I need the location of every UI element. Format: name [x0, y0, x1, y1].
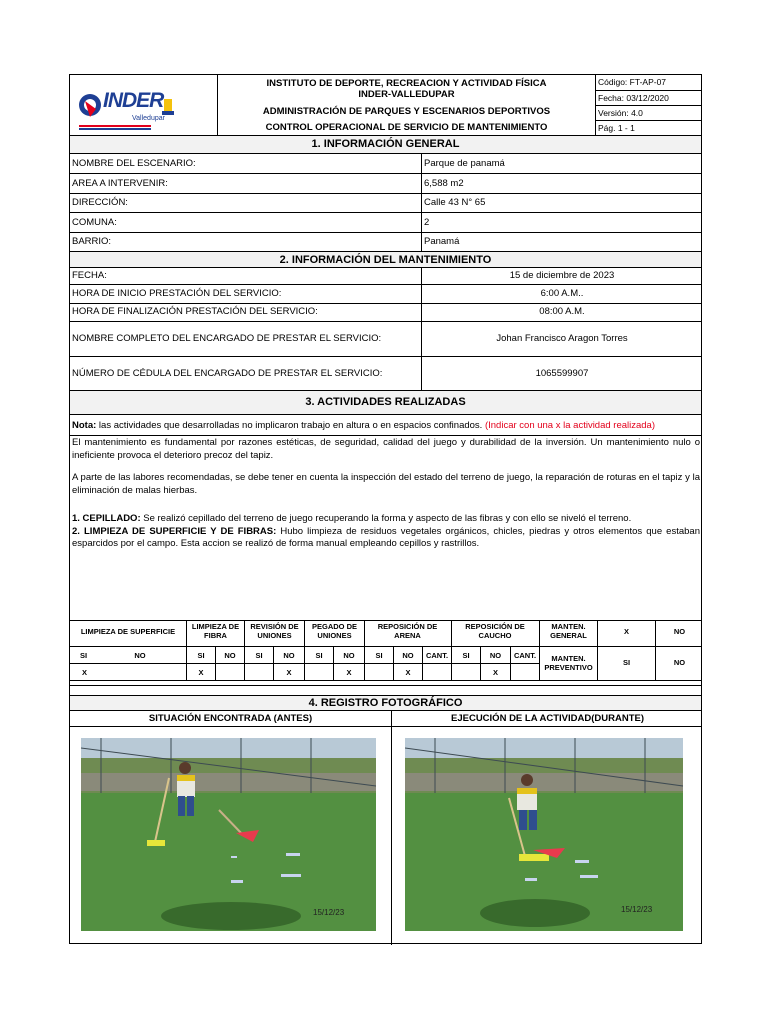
no-3: NO — [283, 651, 295, 660]
cant-5: CANT. — [425, 651, 449, 660]
mark-revision-uniones: X — [286, 668, 292, 677]
barrio-label: BARRIO: — [72, 236, 112, 247]
inicio-label: HORA DE INICIO PRESTACIÓN DEL SERVICIO: — [72, 288, 282, 299]
right-caption: EJECUCIÓN DE LA ACTIVIDAD(DURANTE) — [451, 713, 644, 724]
section3-title: 3. ACTIVIDADES REALIZADAS — [70, 391, 701, 414]
area-value: 6,588 m2 — [424, 178, 464, 189]
escenario-label: NOMBRE DEL ESCENARIO: — [72, 158, 196, 169]
mark-limpieza-fibra: X — [198, 668, 204, 677]
th-pegado-uniones: PEGADO DE UNIONES — [311, 622, 357, 640]
mark-reposicion-caucho: X — [492, 668, 498, 677]
cedula-value: 1065599907 — [535, 368, 589, 379]
item2-label: 2. LIMPIEZA DE SUPERFICIE Y DE FIBRAS: — [72, 525, 277, 537]
cant-6: CANT. — [513, 651, 537, 660]
header-fecha: Fecha: 03/12/2020 — [598, 93, 669, 103]
si-2: SI — [197, 651, 205, 660]
section4-title: 4. REGISTRO FOTOGRÁFICO — [70, 696, 701, 710]
si-6: SI — [462, 651, 470, 660]
photo-during-image — [405, 738, 683, 931]
note-text: las actividades que desarrolladas no implicaron trabajo en altura o en espacios confinados. — [96, 420, 485, 431]
header-line2: INDER-VALLEDUPAR — [358, 89, 455, 100]
logo-subtext: Valledupar — [132, 115, 165, 122]
header-codigo: Código: FT-AP-07 — [598, 77, 667, 87]
th-x: X — [623, 627, 629, 636]
prev-no: NO — [673, 658, 686, 667]
barrio-value: Panamá — [424, 236, 460, 247]
si-3: SI — [255, 651, 263, 660]
th-limpieza-superficie: LIMPIEZA DE SUPERFICIE — [80, 627, 176, 636]
logo-text: INDER — [103, 89, 164, 112]
manten-preventivo: MANTEN. PREVENTIVO — [544, 654, 593, 672]
direccion-value: Calle 43 N° 65 — [424, 197, 486, 208]
no-5: NO — [402, 651, 414, 660]
comuna-label: COMUNA: — [72, 217, 117, 228]
para1: El mantenimiento es fundamental por razones estéticas, de seguridad, calidad del juego y durabilidad de la inversión. Un mantenimiento nulo o ineficiente provoca el deterioro precoz del tapiz. — [72, 437, 700, 461]
photo-before-image — [81, 738, 376, 931]
si-4: SI — [315, 651, 323, 660]
prev-si: SI — [622, 658, 631, 667]
th-manten-general: MANTEN. GENERAL — [550, 622, 587, 640]
no-4: NO — [343, 651, 355, 660]
photo-before — [81, 738, 376, 931]
th-limpieza-fibra: LIMPIEZA DE FIBRA — [191, 622, 240, 640]
photo-during-stamp: 15/12/23 — [621, 905, 653, 914]
cedula-label: NÚMERO DE CÉDULA DEL ENCARGADO DE PRESTAR EL SERVICIO: — [72, 368, 383, 379]
mark-reposicion-arena: X — [405, 668, 411, 677]
no-1b: NO — [134, 651, 146, 660]
section1-title: 1. INFORMACIÓN GENERAL — [70, 136, 701, 153]
encargado-value: Johan Francisco Aragon Torres — [496, 333, 628, 344]
header-line3: ADMINISTRACIÓN DE PARQUES Y ESCENARIOS DEPORTIVOS — [262, 106, 551, 117]
photo-before-stamp: 15/12/23 — [313, 908, 345, 917]
item1-label: 1. CEPILLADO: — [72, 513, 141, 524]
th-reposicion-caucho: REPOSICIÓN DE CAUCHO — [465, 622, 525, 640]
si-5: SI — [375, 651, 383, 660]
direccion-label: DIRECCIÓN: — [72, 197, 128, 208]
para2: A parte de las labores recomendadas, se debe tener en cuenta la inspección del estado del terreno de juego, la reparación de roturas en el tapiz y la eliminación de malas hierbas. — [72, 472, 700, 496]
area-label: AREA A INTERVENIR: — [72, 178, 168, 189]
fecha-value: 15 de diciembre de 2023 — [509, 270, 615, 281]
no-2: NO — [224, 651, 236, 660]
si-1: SI — [80, 651, 88, 660]
th-revision-uniones: REVISIÓN DE UNIONES — [250, 622, 299, 640]
fin-label: HORA DE FINALIZACIÓN PRESTACIÓN DEL SERVICIO: — [72, 306, 318, 317]
inicio-value: 6:00 A.M.. — [540, 288, 584, 299]
header-line4: CONTROL OPERACIONAL DE SERVICIO DE MANTENIMIENTO — [265, 122, 548, 133]
mark-limpieza-superficie: X — [82, 668, 88, 677]
left-caption: SITUACIÓN ENCONTRADA (ANTES) — [148, 713, 313, 724]
note-red: (Indicar con una x la actividad realizada) — [484, 420, 656, 431]
fecha-label: FECHA: — [72, 270, 107, 281]
photo-during — [405, 738, 683, 931]
header-line1: INSTITUTO DE DEPORTE, RECREACION Y ACTIVIDAD FÍSICA — [266, 78, 547, 89]
fin-value: 08:00 A.M. — [539, 306, 585, 317]
escenario-value: Parque de panamá — [424, 158, 505, 169]
maintenance-form — [69, 74, 702, 944]
header-pagina: Pág. 1 - 1 — [598, 123, 635, 133]
item1-text: Se realizó cepillado del terreno de juego recuperando la forma y aspecto de las fibras y con ello se niveló el terreno. — [140, 513, 632, 524]
encargado-label: NOMBRE COMPLETO DEL ENCARGADO DE PRESTAR EL SERVICIO: — [72, 333, 382, 344]
header-version: Versión: 4.0 — [598, 108, 643, 118]
th-no: NO — [673, 627, 686, 636]
note-label: Nota: — [72, 420, 97, 431]
item2-text: Hubo limpieza de residuos vegetales orgánicos, chicles, piedras y otros elementos que estaban esparcidos por el campo. Esta accion se realizó de forma manual empleando cepillos y rastrillos. — [72, 525, 700, 549]
section2-title: 2. INFORMACIÓN DEL MANTENIMIENTO — [70, 252, 701, 268]
th-reposicion-arena: REPOSICIÓN DE ARENA — [377, 622, 438, 640]
no-6: NO — [489, 651, 502, 660]
mark-pegado-uniones: X — [346, 668, 352, 677]
section3-note — [72, 420, 700, 431]
inder-logo — [76, 83, 186, 133]
comuna-value: 2 — [424, 217, 430, 228]
